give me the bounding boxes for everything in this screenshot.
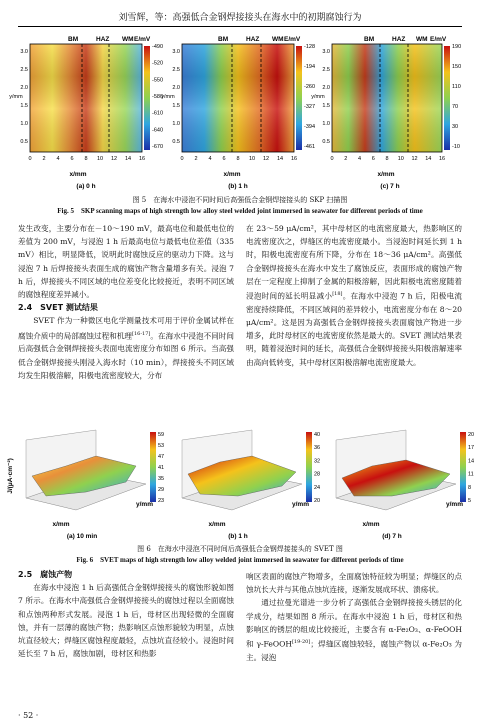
x-axis-label: x/mm (377, 171, 395, 178)
paragraph: 响区表面的腐蚀产物增多，全面腐蚀特征较为明显；焊缝区的点蚀坑长大并与其他点蚀坑连接，逐渐发展成环状、溃疡状。 (246, 572, 462, 595)
y-axis-label: y/mm (9, 94, 23, 100)
colorbar-tick-label: 28 (314, 471, 321, 478)
colorbar-tick-label: 23 (158, 498, 165, 504)
unit-label: E/mV (134, 36, 151, 43)
unit-label: E/mV (430, 36, 447, 43)
y-axis-label: y/mm (161, 94, 175, 100)
y-tick-label: 2.0 (172, 85, 180, 91)
figure-6-svg (6, 426, 474, 542)
figure-6 (6, 426, 474, 542)
colorbar-tick-label: 17 (468, 445, 474, 452)
x-tick-label: 12 (262, 156, 270, 162)
zone-haz-label: HAZ (392, 36, 406, 43)
skp-panel-b (182, 36, 302, 152)
x-tick-label: 12 (411, 156, 418, 162)
colorbar-tick-label: 150 (452, 64, 462, 70)
panel-label-b: (b) 1 h (228, 183, 248, 190)
y-axis-label: y/mm (292, 501, 309, 508)
x-tick-label: 14 (425, 156, 432, 162)
y-tick-label: 1.5 (322, 103, 330, 109)
colorbar-tick-label: -580 (152, 94, 164, 100)
colorbar-tick-label: -461 (304, 144, 316, 150)
right-column-bottom (246, 570, 462, 664)
colorbar-tick-label: 36 (314, 445, 321, 452)
x-tick-label: 16 (290, 156, 298, 162)
zone-bm-label: BM (68, 36, 79, 43)
running-header: 刘雪辉，等：高强低合金钢焊接接头在海水中的初期腐蚀行为 (118, 13, 362, 23)
unit-label: E/mV (284, 36, 301, 43)
citation: [18] (332, 291, 343, 298)
y-tick-label: 3.0 (322, 49, 330, 55)
zone-bm-label: BM (218, 36, 229, 43)
colorbar-tick-label: 24 (314, 484, 321, 491)
zone-wm-label: WM (122, 36, 134, 43)
zone-haz-label: HAZ (246, 36, 260, 43)
colorbar-tick-label: -394 (304, 124, 316, 130)
y-tick-label: 2.5 (322, 67, 330, 73)
y-tick-label: 1.0 (172, 121, 180, 127)
y-tick-label: 1.5 (172, 103, 180, 109)
colorbar-tick-label: -128 (304, 44, 316, 50)
x-tick-label: 16 (138, 156, 146, 162)
x-tick-label: 4 (56, 156, 60, 162)
paragraph: SVET 作为一种微区电化学测量技术可用于评价金属试样在腐蚀介质中的局部腐蚀过程和机理[16-17]。在海水中浸泡不同时间后高强低合金钢焊接接头表面电流密度分布如图 6 所示。当高强低合金钢焊接接头刚浸入海水时（10 min），焊接接头不同区域均发生阳极溶解，阳极电流密度较大，分布 (18, 316, 235, 380)
paragraph: 在海水中浸泡 1 h 后高强低合金钢焊接接头的腐蚀形貌如图 7 所示。在海水中高强低合金钢焊接接头的腐蚀过程以全面腐蚀和点蚀两种形式发展。浸泡 1 h 后，母材区出现轻微的全面腐蚀，并有一层薄的腐蚀产物；热影响区点蚀形貌较为明显，点蚀坑直径较大；焊缝区腐蚀程度最轻，点蚀坑直径较小。浸泡时间延长至 7 h 后，腐蚀加剧，母材区和热影 (18, 583, 234, 659)
colorbar-c (444, 46, 450, 150)
section-heading-2-5: 2.5 腐蚀产物 (18, 570, 73, 579)
panel-label-a: (a) 0 h (76, 183, 96, 190)
x-axis-label: x/mm (69, 171, 87, 178)
figure-5-caption-en: Fig. 5 SKP scanning maps of high strength low alloy steel welded joint immersed in seawater for different periods of time (57, 207, 423, 215)
y-tick-label: 3.0 (20, 49, 28, 55)
colorbar-tick-label: 59 (158, 432, 165, 438)
figure-6-caption-en: Fig. 6 SVET maps of high strength low alloy welded joint immersed in seawater for different periods of time (76, 556, 404, 564)
colorbar-tick-label: -670 (152, 144, 164, 150)
colorbar-tick-label: -550 (152, 77, 164, 84)
panel-label-d: (d) 7 h (382, 533, 402, 540)
figure-5-caption-cn: 图 5 在海水中浸泡不同时间后高强低合金钢焊接接头的 SKP 扫描图 (132, 196, 348, 204)
figure-5-svg (6, 32, 474, 192)
colorbar-tick-label: -610 (152, 110, 164, 117)
x-tick-label: 10 (397, 156, 404, 162)
x-tick-label: 10 (248, 156, 256, 162)
colorbar-tick-label: 32 (314, 458, 321, 465)
colorbar-a (150, 432, 156, 502)
z-axis-label: J/(μA·cm⁻²) (7, 458, 14, 494)
colorbar-tick-label: 20 (468, 432, 474, 438)
x-tick-label: 8 (236, 156, 240, 162)
colorbar-d (460, 432, 466, 502)
colorbar-tick-label: 190 (452, 44, 462, 50)
x-axis-label: x/mm (362, 521, 380, 528)
y-tick-label: 1.0 (20, 121, 28, 127)
colorbar-b (306, 432, 312, 502)
colorbar-tick-label: 30 (452, 124, 459, 130)
y-tick-label: 2.5 (20, 67, 28, 73)
colorbar-tick-label: 5 (468, 498, 472, 504)
x-tick-label: 4 (357, 156, 362, 162)
figure-5 (6, 32, 474, 192)
colorbar-tick-label: 70 (452, 104, 459, 110)
citation: [19-20] (291, 639, 311, 646)
section-heading-2-4: 2.4 SVET 测试结果 (18, 303, 98, 313)
figure-6-caption-cn: 图 6 在海水中浸泡不同时间后高强低合金钢焊接接头的 SVET 图 (137, 545, 343, 553)
colorbar-tick-label: 53 (158, 443, 165, 449)
paragraph: 通过拉曼光谱进一步分析了高强低合金钢焊接接头锈层的化学成分，结果如图 8 所示。在海水中浸泡 1 h 后，母材区和热影响区的锈层的组成比较接近，主要含有 α-Fe₂O₃、α-FeOOH 和 γ-FeOOH[19-20]；焊缝区腐蚀较轻，腐蚀产物以 α-Fe₂O₃ 为主。浸泡 (246, 598, 462, 662)
paragraph: 在 23～59 μA/cm²，其中母材区的电流密度最大，热影响区的电流密度次之，焊缝区的电流密度最小。当浸泡时间延长到 1 h 时，阳极电流密度有所下降，分布在 18～36 μA/cm²。高强低合金钢焊接接头在海水中发生了腐蚀反应，表面形成的腐蚀产物层在一定程度上抑制了金属的阳极溶解，因此阳极电流密度随着浸泡时间的延长明显减小[18]。在海水中浸泡 7 h 后，阳极电流密度持续降低，不同区域间的差异较小，电流密度分布在 8～20 μA/cm²。这是因为高强低合金钢焊接接头表面腐蚀产物进一步增多，此时母材区的电流密度依然是最大的。SVET 测试结果表明，随着浸泡时间的延长，高强低合金钢焊接接头阳极溶解速率由高向低转变，其中母材区阳极溶解电流密度最大。 (246, 224, 462, 367)
x-tick-label: 16 (438, 156, 446, 162)
citation: [16-17] (132, 330, 151, 337)
x-tick-label: 12 (110, 156, 118, 162)
colorbar-tick-label: 110 (452, 84, 461, 90)
y-tick-label: 2.5 (172, 67, 180, 73)
right-column-top (246, 222, 462, 369)
colorbar-tick-label: 29 (158, 487, 165, 493)
x-tick-label: 10 (96, 156, 104, 162)
x-tick-label: 0 (28, 156, 32, 162)
y-tick-label: 2.0 (20, 85, 28, 91)
y-tick-label: 0.5 (20, 139, 28, 145)
y-tick-label: 1.0 (322, 121, 330, 127)
x-tick-label: 14 (276, 156, 284, 162)
panel-label-b: (b) 1 h (228, 533, 248, 540)
colorbar-tick-label: -10 (452, 144, 460, 150)
zone-haz-label: HAZ (96, 36, 110, 43)
colorbar-tick-label: 20 (314, 498, 321, 504)
colorbar-tick-label: -520 (152, 60, 164, 67)
x-tick-label: 2 (344, 156, 348, 162)
y-axis-label: y/mm (136, 501, 153, 508)
y-tick-label: 1.5 (20, 103, 28, 109)
header-rule (18, 26, 462, 27)
x-tick-label: 4 (208, 156, 212, 162)
colorbar-tick-label: -194 (304, 64, 316, 70)
x-axis-label: x/mm (223, 171, 241, 178)
panel-label-a: (a) 10 min (66, 533, 98, 540)
colorbar-tick-label: 47 (158, 454, 165, 460)
x-tick-label: 0 (330, 156, 334, 162)
svet-panel-a (7, 430, 156, 540)
x-tick-label: 0 (180, 156, 184, 162)
colorbar-tick-label: 40 (314, 432, 321, 438)
left-column-bottom (18, 568, 234, 660)
colorbar-tick-label: -490 (152, 44, 164, 50)
x-tick-label: 8 (84, 156, 88, 162)
colorbar-tick-label: -327 (304, 104, 316, 110)
y-axis-label: y/mm (446, 501, 463, 508)
svet-panel-d (336, 430, 466, 540)
zone-wm-label: WM (416, 36, 428, 43)
y-tick-label: 3.0 (172, 49, 180, 55)
colorbar-tick-label: 8 (468, 484, 472, 491)
x-tick-label: 14 (124, 156, 132, 162)
paragraph: 发生改变，主要分布在－10～190 mV，最高电位和最低电位的差值为 200 mV，与浸泡 1 h 后最高电位与最低电位差值（335 mV）相比，明显降低，说明此时腐蚀反应的驱动力下降。这与浸泡 7 h 后焊接接头表面生成的腐蚀产物含量增多有关。浸泡 7 h 后，焊接接头不同区域的电位差变化比较接近，表明不同区域的腐蚀程度差异减小。 (18, 224, 234, 300)
x-tick-label: 6 (371, 156, 375, 162)
page-number: · 52 · (18, 711, 39, 720)
x-tick-label: 8 (385, 156, 389, 162)
colorbar-tick-label: -260 (304, 84, 316, 90)
skp-panel-c (332, 36, 450, 152)
x-axis-label: x/mm (52, 521, 70, 528)
svet-panel-b (182, 430, 312, 540)
colorbar-tick-label: -640 (152, 127, 164, 134)
panel-label-c: (c) 7 h (380, 183, 400, 190)
colorbar-tick-label: 14 (468, 458, 474, 465)
skp-panel-a (30, 36, 151, 152)
colorbar-tick-label: 11 (468, 471, 474, 478)
x-tick-label: 2 (42, 156, 46, 162)
y-tick-label: 2.0 (322, 85, 330, 91)
left-column-top (18, 222, 234, 382)
colorbar-b (296, 46, 302, 150)
x-axis-label: x/mm (208, 521, 226, 528)
x-tick-label: 6 (222, 156, 226, 162)
zone-wm-label: WM (272, 36, 284, 43)
y-axis-label: y/mm (311, 94, 325, 100)
zone-bm-label: BM (364, 36, 375, 43)
colorbar-tick-label: 41 (158, 465, 165, 471)
y-tick-label: 0.5 (172, 139, 180, 145)
x-tick-label: 2 (194, 156, 198, 162)
x-tick-label: 6 (70, 156, 74, 162)
colorbar-a (144, 46, 150, 150)
y-tick-label: 0.5 (322, 139, 330, 145)
colorbar-tick-label: 35 (158, 476, 165, 482)
